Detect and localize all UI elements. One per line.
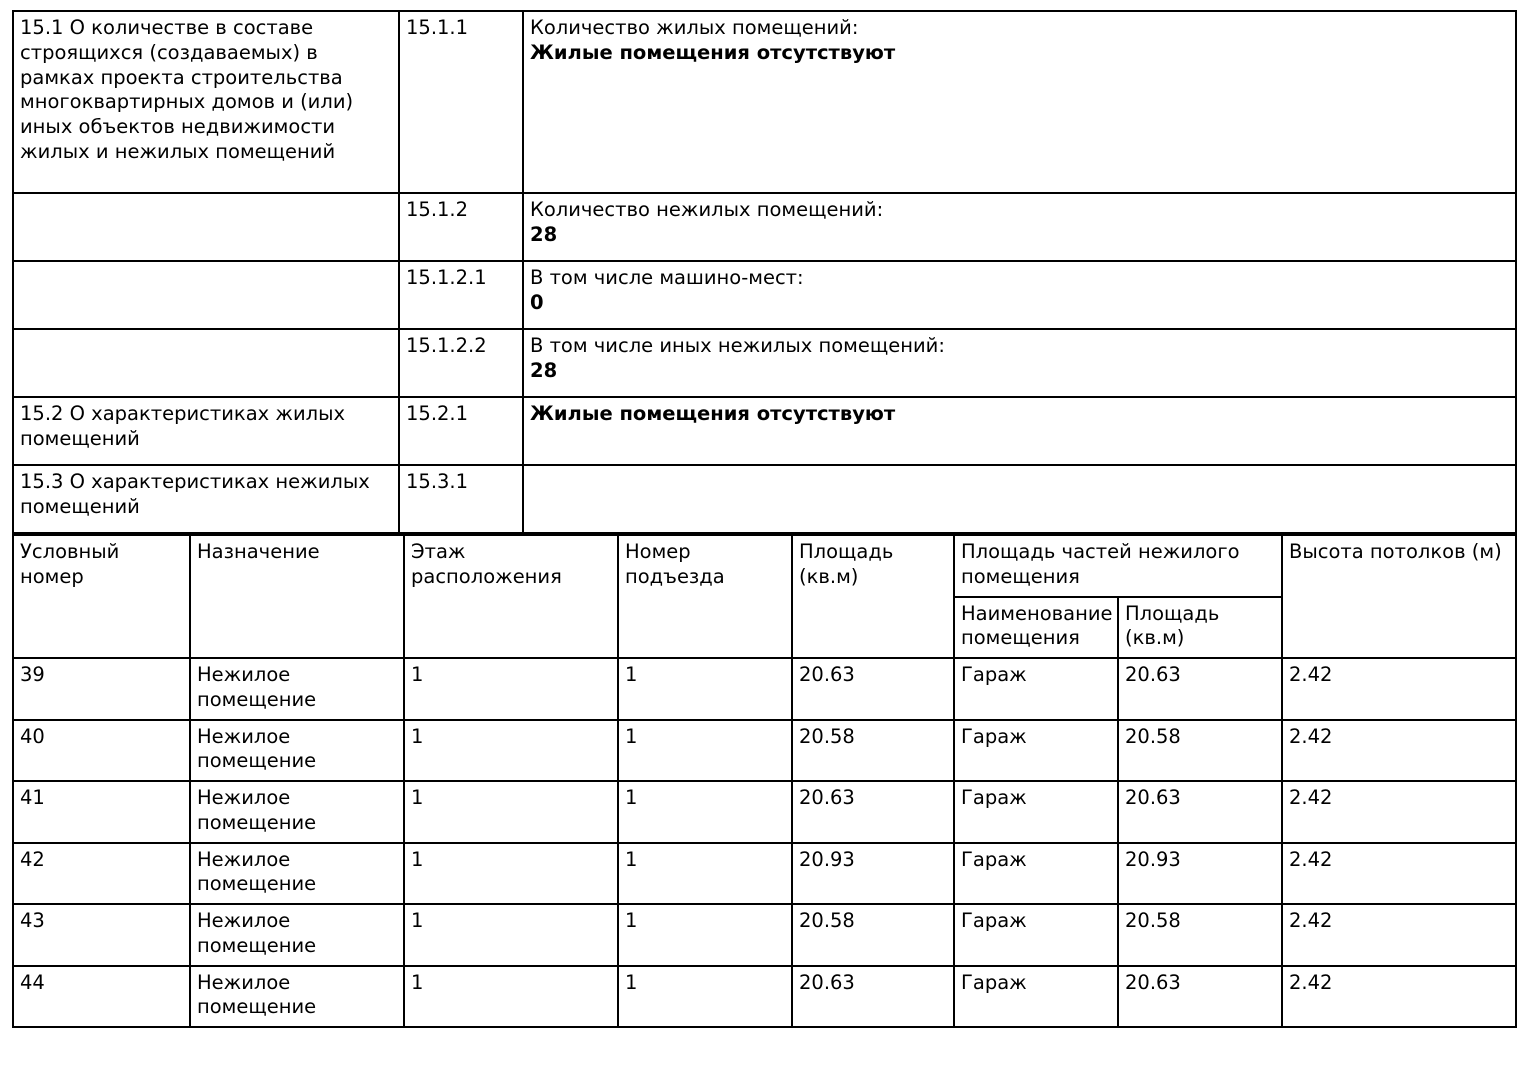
section-label: 15.2 О характеристиках жилых помещений [13, 397, 399, 465]
column-header-number: Условный номер [13, 535, 190, 658]
cell-number: 44 [13, 966, 190, 1028]
section-value [523, 261, 1516, 329]
table-row [13, 193, 1516, 261]
table-row [13, 329, 1516, 397]
section-code: 15.1.2.1 [399, 261, 523, 329]
cell-number: 43 [13, 904, 190, 966]
cell-floor: 1 [404, 781, 618, 843]
cell-part-area: 20.63 [1118, 781, 1282, 843]
section-question: В том числе иных нежилых помещений: [530, 334, 945, 357]
cell-floor: 1 [404, 904, 618, 966]
premises-table-header-row [13, 535, 1516, 597]
table-row [13, 843, 1516, 905]
cell-purpose: Нежилое помещение [190, 843, 404, 905]
section-answer: 28 [530, 358, 558, 382]
cell-part-name: Гараж [954, 658, 1118, 720]
cell-ceiling: 2.42 [1282, 904, 1516, 966]
column-header-purpose: Назначение [190, 535, 404, 658]
section-code: 15.1.2 [399, 193, 523, 261]
table-row [13, 904, 1516, 966]
cell-area: 20.58 [792, 904, 954, 966]
column-header-floor: Этаж расположения [404, 535, 618, 658]
cell-part-area: 20.58 [1118, 720, 1282, 782]
cell-purpose: Нежилое помещение [190, 658, 404, 720]
section-answer: Жилые помещения отсутствуют [530, 40, 896, 64]
cell-entrance: 1 [618, 966, 792, 1028]
cell-ceiling: 2.42 [1282, 658, 1516, 720]
section-label [13, 261, 399, 329]
cell-part-name: Гараж [954, 843, 1118, 905]
column-header-part-name: Наименование помещения [954, 597, 1118, 659]
section-label: 15.3 О характеристиках нежилых помещений [13, 465, 399, 533]
sections-table [12, 10, 1517, 534]
section-value [523, 11, 1516, 193]
cell-area: 20.63 [792, 781, 954, 843]
cell-entrance: 1 [618, 904, 792, 966]
cell-area: 20.93 [792, 843, 954, 905]
cell-part-area: 20.63 [1118, 658, 1282, 720]
cell-number: 42 [13, 843, 190, 905]
section-question: В том числе машино-мест: [530, 266, 804, 289]
section-value [523, 193, 1516, 261]
cell-part-name: Гараж [954, 720, 1118, 782]
section-answer: 0 [530, 290, 544, 314]
section-code: 15.1.2.2 [399, 329, 523, 397]
section-answer: Жилые помещения отсутствуют [530, 402, 896, 425]
table-row [13, 261, 1516, 329]
column-header-entrance: Номер подъезда [618, 535, 792, 658]
cell-part-name: Гараж [954, 904, 1118, 966]
table-row [13, 397, 1516, 465]
cell-part-area: 20.93 [1118, 843, 1282, 905]
cell-floor: 1 [404, 720, 618, 782]
cell-floor: 1 [404, 843, 618, 905]
cell-entrance: 1 [618, 720, 792, 782]
cell-part-area: 20.63 [1118, 966, 1282, 1028]
column-header-parts-group: Площадь частей нежилого помещения [954, 535, 1282, 597]
cell-purpose: Нежилое помещение [190, 720, 404, 782]
section-value [523, 329, 1516, 397]
cell-entrance: 1 [618, 843, 792, 905]
cell-ceiling: 2.42 [1282, 843, 1516, 905]
section-value [523, 397, 1516, 465]
table-row [13, 465, 1516, 533]
cell-number: 39 [13, 658, 190, 720]
cell-area: 20.63 [792, 658, 954, 720]
column-header-ceiling: Высота потолков (м) [1282, 535, 1516, 658]
cell-purpose: Нежилое помещение [190, 781, 404, 843]
cell-floor: 1 [404, 966, 618, 1028]
cell-part-name: Гараж [954, 966, 1118, 1028]
column-header-part-area: Площадь (кв.м) [1118, 597, 1282, 659]
section-label [13, 329, 399, 397]
table-row [13, 966, 1516, 1028]
section-question: Количество жилых помещений: [530, 16, 859, 39]
cell-ceiling: 2.42 [1282, 720, 1516, 782]
section-code: 15.1.1 [399, 11, 523, 193]
table-row [13, 781, 1516, 843]
cell-entrance: 1 [618, 658, 792, 720]
table-row [13, 658, 1516, 720]
table-row [13, 11, 1516, 193]
table-row [13, 720, 1516, 782]
cell-part-area: 20.58 [1118, 904, 1282, 966]
cell-number: 40 [13, 720, 190, 782]
section-question: Количество нежилых помещений: [530, 198, 884, 221]
section-answer: 28 [530, 222, 558, 246]
cell-area: 20.58 [792, 720, 954, 782]
cell-number: 41 [13, 781, 190, 843]
section-code: 15.3.1 [399, 465, 523, 533]
premises-table [12, 534, 1517, 1028]
cell-ceiling: 2.42 [1282, 966, 1516, 1028]
cell-entrance: 1 [618, 781, 792, 843]
cell-purpose: Нежилое помещение [190, 904, 404, 966]
cell-purpose: Нежилое помещение [190, 966, 404, 1028]
section-value [523, 465, 1516, 533]
column-header-area: Площадь (кв.м) [792, 535, 954, 658]
section-label: 15.1 О количестве в составе строящихся (создаваемых) в рамках проекта строительства многоквартирных домов и (или) иных объектов недвижимости жилых и нежилых помещений [13, 11, 399, 193]
cell-floor: 1 [404, 658, 618, 720]
cell-part-name: Гараж [954, 781, 1118, 843]
cell-area: 20.63 [792, 966, 954, 1028]
cell-ceiling: 2.42 [1282, 781, 1516, 843]
section-code: 15.2.1 [399, 397, 523, 465]
section-label [13, 193, 399, 261]
